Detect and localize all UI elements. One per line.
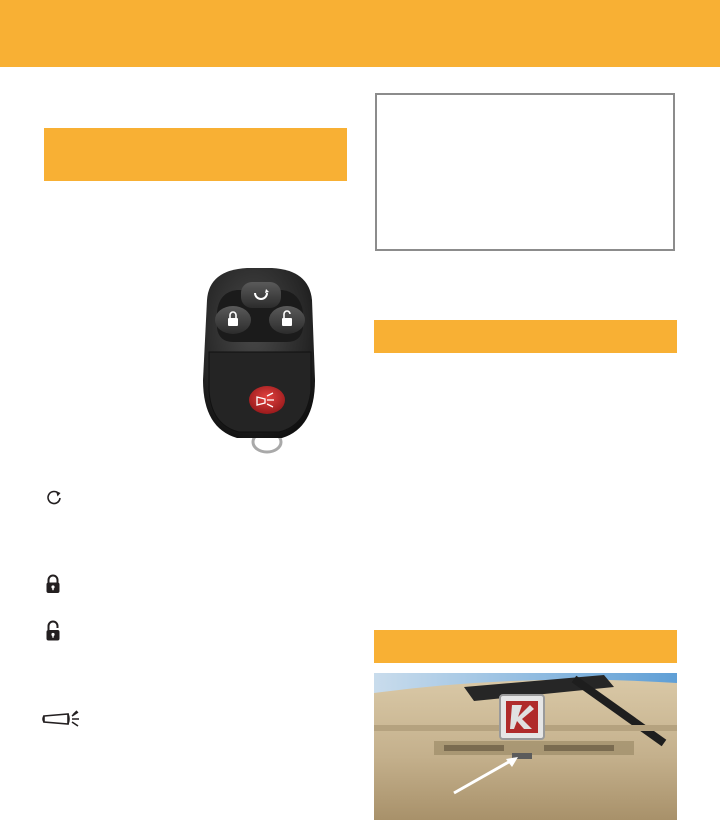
remote-start-icon <box>45 489 63 512</box>
top-banner <box>0 0 720 67</box>
vehicle-locator-panic-icon <box>42 710 88 733</box>
section-header-bar-right-1 <box>374 320 677 353</box>
unlock-icon <box>44 620 62 647</box>
liftgate-photo <box>374 673 677 820</box>
section-header-bar-right-2 <box>374 630 677 663</box>
key-fob-image <box>187 260 329 455</box>
fob-remote-start-button <box>241 282 281 308</box>
lock-icon <box>44 574 62 599</box>
info-box <box>375 93 675 251</box>
section-header-bar-left <box>44 128 347 181</box>
